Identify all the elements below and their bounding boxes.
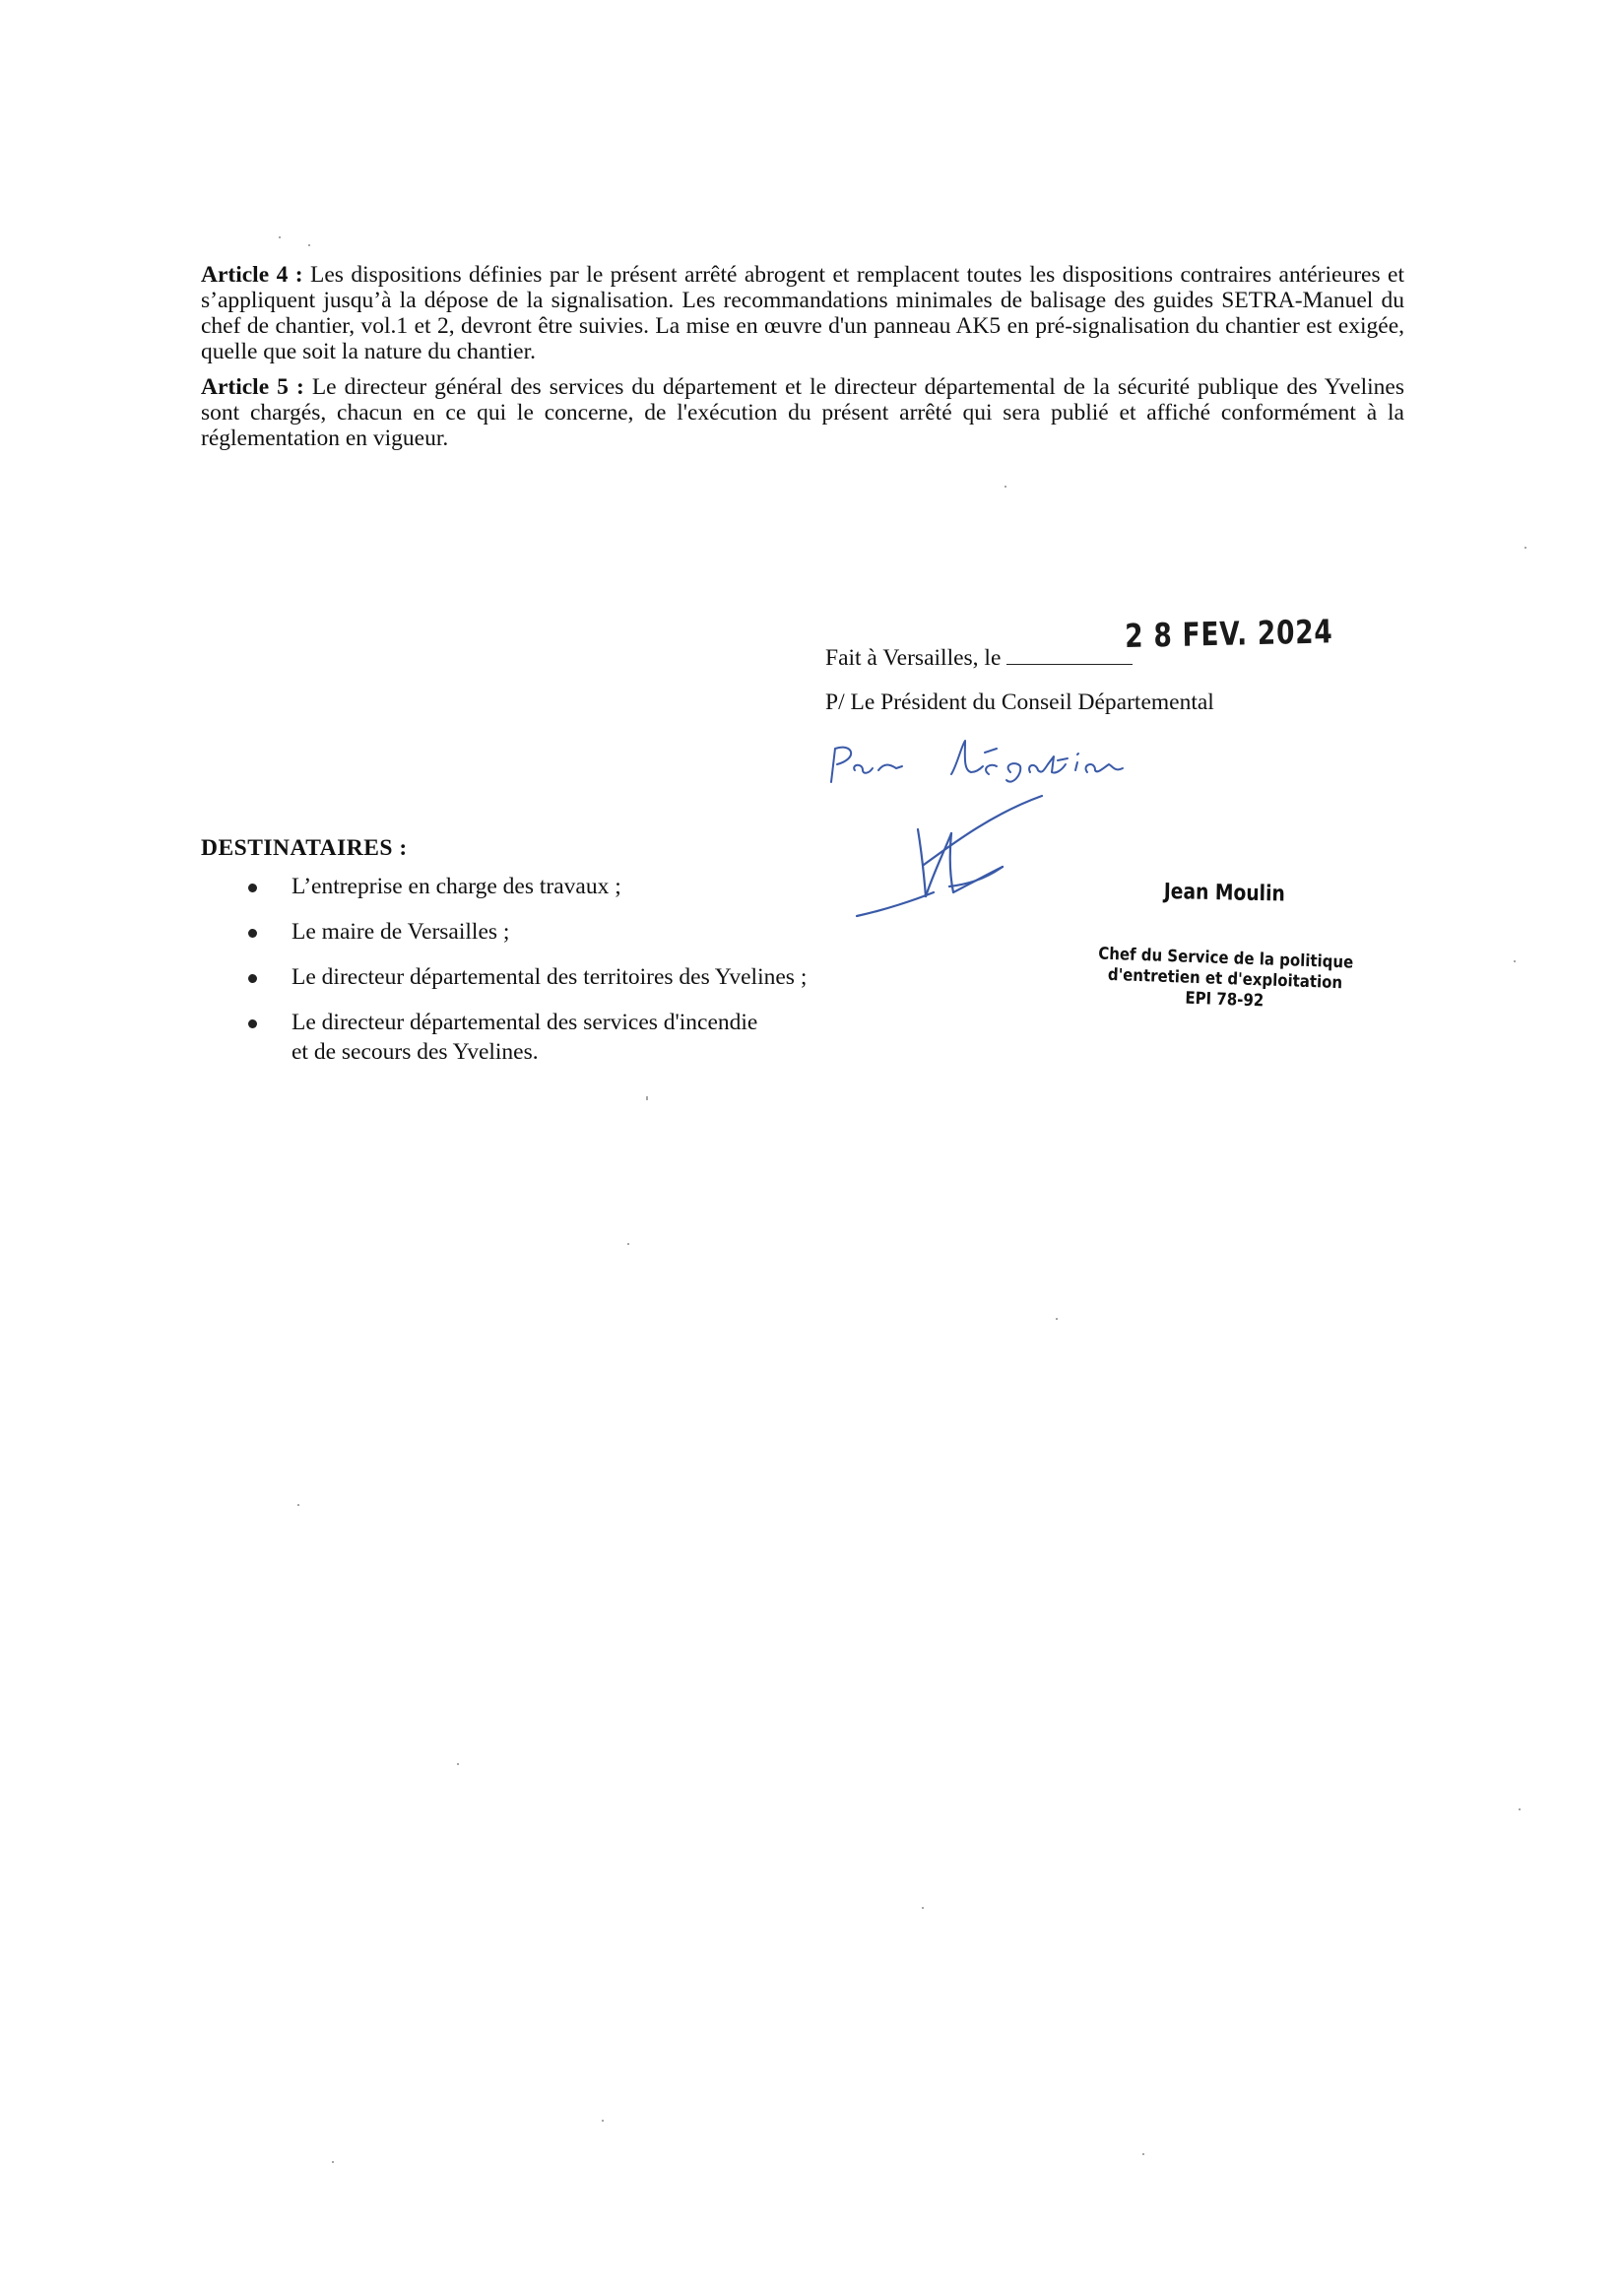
date-stamp: 2 8 FEV. 2024: [1125, 612, 1333, 655]
bullet-icon: [248, 1019, 257, 1028]
president-line: P/ Le Président du Conseil Départemental: [825, 689, 1214, 715]
article-5: [201, 374, 1404, 451]
signing-place: [825, 644, 1133, 672]
scan-speck: [922, 1907, 924, 1909]
signer-name: Jean Moulin: [1163, 880, 1285, 907]
scan-speck: [1524, 547, 1526, 549]
scan-speck: [646, 1096, 648, 1098]
scan-speck: [1519, 1808, 1521, 1810]
recipient-text: Le directeur départemental des territoires des Yvelines ;: [292, 964, 808, 990]
recipient-text: L’entreprise en charge des travaux ;: [292, 874, 621, 899]
article-text: Les dispositions définies par le présent arrêté abrogent et remplacent toutes les dispositions contraires antérieures et s’appliquent jusqu’à la dépose de la signalisation. Les recommandations minimales de balisage des guides SETRA-Manuel du chef de chantier, vol.1 et 2, devront être suivies. La mise en œuvre d'un panneau AK5 en pré-signalisation du chantier est exigée, quelle que soit la nature du chantier.: [201, 262, 1404, 364]
recipient-list: [201, 872, 949, 1067]
scan-speck: [279, 236, 281, 238]
signer-title-stamp: [1081, 944, 1369, 1016]
articles-section: [201, 262, 1404, 461]
recipient-text: Le directeur départemental des services d'incendie: [292, 1010, 758, 1035]
bullet-icon: [248, 929, 257, 938]
article-4: [201, 262, 1404, 364]
scan-speck: [602, 2120, 604, 2122]
recipient-item: [201, 917, 949, 947]
signer-title-line: Chef du Service de la politique: [1097, 944, 1354, 973]
article-text: Le directeur général des services du département et le directeur départemental de la sécurité publique des Yvelines sont chargés, chacun en ce qui le concerne, de l'exécution du présent arrêté qui sera publié et affiché conformément à la réglementation en vigueur.: [201, 374, 1404, 451]
recipient-text: Le maire de Versailles ;: [292, 919, 510, 945]
recipients-heading: DESTINATAIRES :: [201, 835, 408, 861]
recipients-section: [201, 835, 949, 1082]
date-line: [1006, 644, 1133, 665]
recipient-item: [201, 962, 949, 992]
recipient-item: [201, 1008, 949, 1067]
article-label: Article 5 :: [201, 374, 304, 400]
scan-speck: [646, 1098, 648, 1100]
scan-speck: [1005, 486, 1006, 488]
scan-speck: [1514, 960, 1516, 962]
bullet-icon: [248, 974, 257, 983]
bullet-icon: [248, 884, 257, 892]
scan-speck: [1142, 2153, 1144, 2155]
recipient-item: [201, 872, 949, 901]
scan-speck: [457, 1763, 459, 1765]
scan-speck: [332, 2161, 334, 2163]
scan-speck: [297, 1504, 299, 1506]
handwritten-note: [823, 735, 1198, 794]
signing-place-text: Fait à Versailles, le: [825, 645, 1002, 671]
scan-speck: [1056, 1318, 1058, 1320]
scan-speck: [627, 1243, 629, 1245]
recipient-text: et de secours des Yvelines.: [292, 1039, 539, 1065]
article-label: Article 4 :: [201, 262, 303, 288]
signer-title-line: EPI 78-92: [1185, 988, 1264, 1012]
scan-speck: [308, 244, 310, 246]
signer-title-line: d'entretien et d'exploitation: [1107, 964, 1343, 994]
